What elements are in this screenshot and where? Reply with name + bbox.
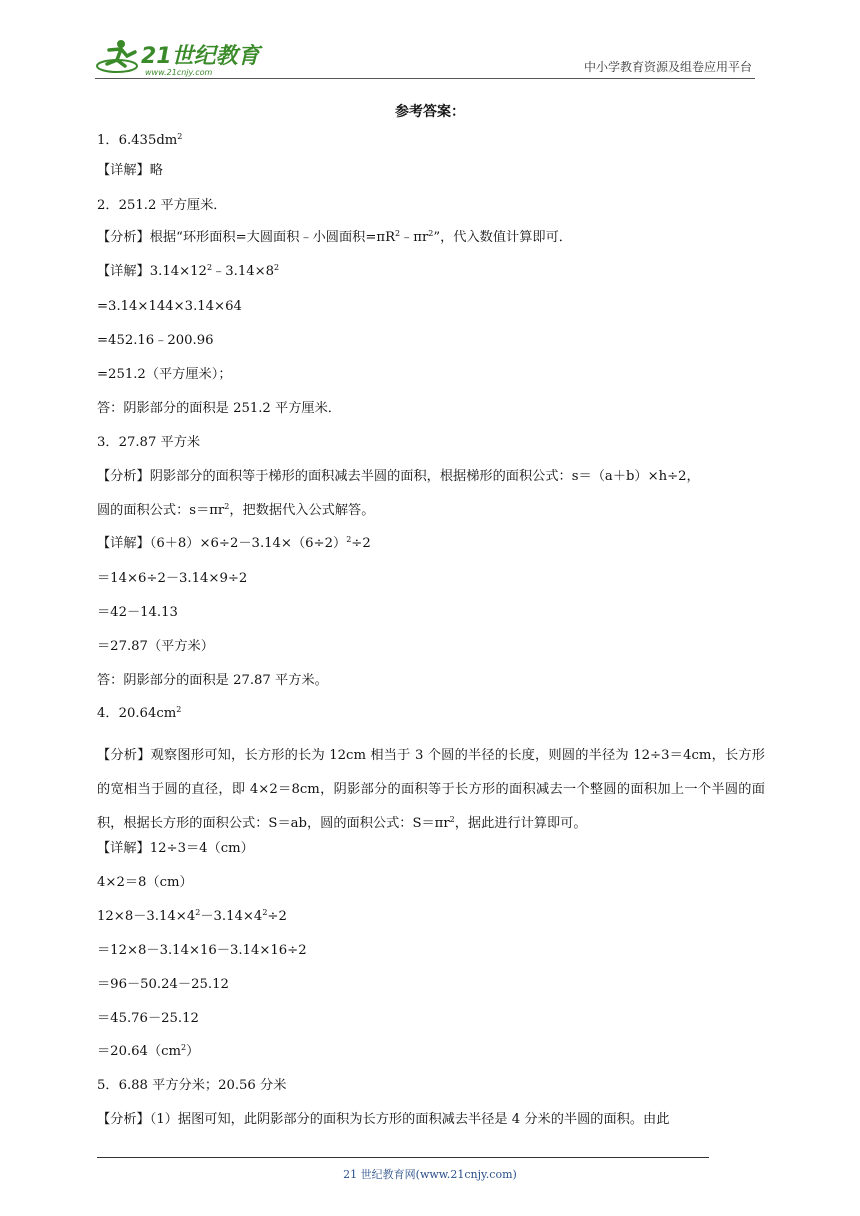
answer-2: 2．251.2 平方厘米． [97, 198, 227, 213]
calc-line: =452.16﹣200.96 [97, 333, 214, 348]
answer-3: 3．27.87 平方米 [97, 435, 201, 450]
svg-text:21世纪教育: 21世纪教育 [141, 44, 260, 69]
footer-link[interactable]: 21 世纪教育网(www.21cnjy.com) [343, 1168, 517, 1181]
calc-line: ＝45.76－25.12 [97, 1011, 199, 1026]
page-header [95, 30, 760, 80]
footer-divider [97, 1157, 709, 1158]
detail-4: 【详解】12÷3＝4（cm） [97, 841, 254, 856]
analysis-3-cont: 圆的面积公式：$s=\pi r^2$，把数据代入公式解答。 [97, 502, 375, 518]
calc-line: 4×2＝8（cm） [97, 875, 193, 890]
calc-line: ＝14×6÷2－3.14×9÷2 [97, 571, 248, 586]
calc-line: ＝27.87（平方米） [97, 639, 214, 654]
answer-statement: 答：阴影部分的面积是 27.87 平方米。 [97, 673, 328, 688]
platform-name: 中小学教育资源及组卷应用平台 [583, 60, 752, 74]
answer-title: 参考答案： [395, 104, 465, 120]
detail-3: 【详解】$(6+8)\times 6\div 2-3.14\times(6\div 2)^2\div 2$ [97, 535, 371, 551]
calc-line: $=20.64(cm^2)$ [97, 1043, 200, 1059]
analysis-3: 【分析】阴影部分的面积等于梯形的面积减去半圆的面积，根据梯形的面积公式：s＝（a＋b）×h÷2， [97, 469, 700, 484]
calc-line: ＝42－14.13 [97, 605, 178, 620]
answer-statement: 答：阴影部分的面积是 251.2 平方厘米． [97, 401, 341, 416]
site-logo [95, 36, 265, 78]
detail-1: 【详解】略 [97, 163, 163, 178]
calc-line: ＝12×8－3.14×16－3.14×16÷2 [97, 943, 307, 958]
analysis-4: 【分析】观察图形可知，长方形的长为 12cm 相当于 3 个圆的半径的长度，则圆的半径为 12÷3＝4cm，长方形的宽相当于圆的直径，即 4×2＝8cm，阴影部分的面积等于长方形的面积减去一个整圆的面积加上一个半圆的面积，根据长方形的面积公式：S＝ab，圆的面积公式：$S=\pi r^2$，据此进行计算即可。 [97, 748, 765, 831]
analysis-5: 【分析】（1）据图可知，此阴影部分的面积为长方形的面积减去半径是 4 分米的半圆的面积。由此 [97, 1112, 670, 1127]
analysis-2: 【分析】根据“环形面积=大圆面积﹣小圆面积$=\pi R^2﹣\pi r^2$”，代入数值计算即可． [97, 229, 572, 245]
answer-4: 4．$20.64cm^2$ [97, 705, 182, 721]
detail-2: 【详解】$3.14\times 12^2﹣3.14\times 8^2$ [97, 263, 280, 279]
calc-line: $12\times 8-3.14\times 4^2-3.14\times 4^2\div 2$ [97, 908, 287, 924]
header-divider [95, 78, 755, 79]
calc-line: =3.14×144×3.14×64 [97, 299, 242, 314]
answer-1: 1．$6.435dm^2$ [97, 132, 183, 148]
calc-line: ＝96－50.24－25.12 [97, 977, 229, 992]
svg-text:www.21cnjy.com: www.21cnjy.com [145, 68, 213, 77]
answer-5: 5．6.88 平方分米；20.56 分米 [97, 1078, 287, 1093]
calc-line: =251.2（平方厘米）； [97, 367, 232, 382]
